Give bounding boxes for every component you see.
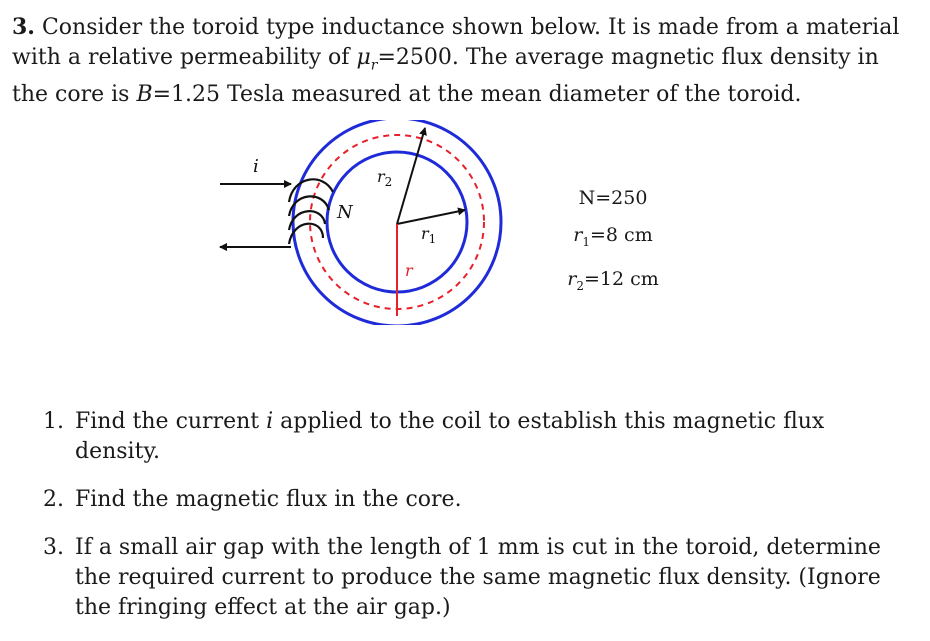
param-r1-subscript: 1 <box>582 234 590 249</box>
problem-text-2b: =2500. The average magnetic flux density in <box>377 45 879 70</box>
question-variable: i <box>266 409 274 434</box>
r1-radius <box>397 210 465 224</box>
param-r1 <box>548 217 678 261</box>
question-number: 3. <box>43 535 64 560</box>
r2-radius <box>397 128 425 224</box>
problem-line-2 <box>12 43 912 80</box>
question-text-line-3: the fringing effect at the air gap.) <box>75 595 451 620</box>
question-text-line-1: If a small air gap with the length of 1 mm is cut in the toroid, determine <box>75 535 881 560</box>
problem-text-3a: the core is <box>12 82 137 108</box>
param-n-text: N=250 <box>578 187 648 209</box>
param-r2-symbol: r <box>567 267 577 290</box>
svg-text:r2 <box>377 167 392 189</box>
mu-subscript: r <box>370 57 378 74</box>
r2-label: r <box>377 167 385 186</box>
question-text-end: applied to the coil to establish this magnetic flux density. <box>75 409 825 464</box>
param-r1-symbol: r <box>573 224 583 246</box>
problem-number: 3. <box>12 14 35 40</box>
r1-subscript: 1 <box>428 232 437 246</box>
question-text: Find the current <box>75 409 267 434</box>
current-label: i <box>253 156 259 177</box>
problem-text-3b: =1.25 Tesla measured at the mean diameter of the toroid. <box>152 82 802 108</box>
problem-line-3 <box>12 80 912 110</box>
toroid-figure <box>215 120 515 325</box>
question-number: 2. <box>43 487 64 512</box>
question-number: 1. <box>43 409 64 434</box>
question-item <box>43 407 903 467</box>
turns-label: N <box>337 202 353 223</box>
question-item <box>43 485 903 515</box>
parameters-list <box>548 180 678 305</box>
problem-text-2a: with a relative permeability of <box>12 45 357 70</box>
param-r2-subscript: 2 <box>576 278 584 293</box>
problem-line-1 <box>12 12 912 43</box>
param-r2 <box>548 261 678 305</box>
question-list <box>43 407 903 641</box>
param-n <box>548 180 678 217</box>
question-text: Find the magnetic flux in the core. <box>75 487 462 512</box>
question-item <box>43 533 903 623</box>
r1-label: r <box>421 224 429 243</box>
problem-text-1: Consider the toroid type inductance shown below. It is made from a material <box>41 15 900 40</box>
b-symbol: B <box>136 82 153 108</box>
mu-symbol: μ <box>356 45 371 70</box>
param-r1-value: =8 cm <box>590 224 653 246</box>
question-text-line-2: the required current to produce the same magnetic flux density. (Ignore <box>75 565 881 590</box>
problem-statement <box>12 12 912 110</box>
param-r2-value: =12 cm <box>583 267 659 290</box>
svg-text:r1 <box>421 224 436 246</box>
mean-radius-label: r <box>405 261 413 280</box>
r2-subscript: 2 <box>384 175 393 189</box>
